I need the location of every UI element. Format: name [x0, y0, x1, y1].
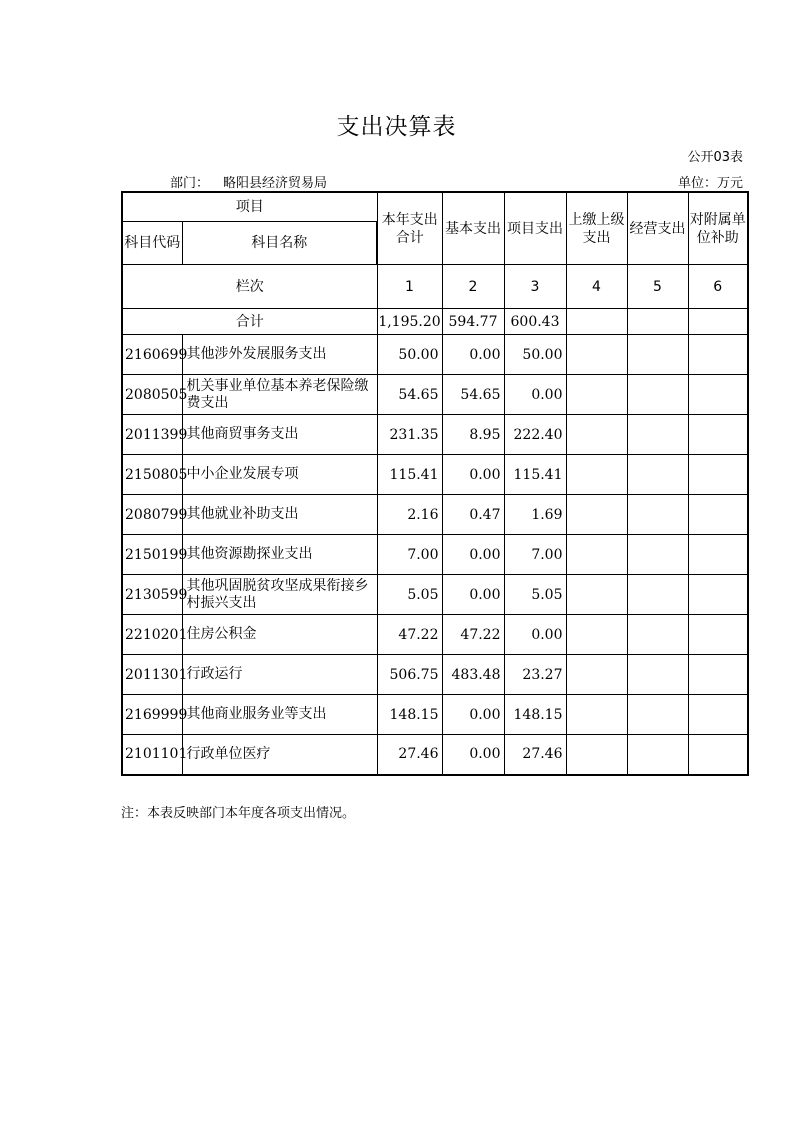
row-basic: 0.47 — [442, 495, 504, 535]
row-total: 47.22 — [377, 615, 442, 655]
row-project: 50.00 — [504, 335, 566, 375]
department-label: 部门： — [170, 176, 210, 191]
empty-cell — [627, 495, 688, 535]
empty-cell — [688, 455, 748, 495]
empty-cell — [566, 455, 627, 495]
row-project: 23.27 — [504, 655, 566, 695]
row-code: 2160699 — [122, 335, 182, 375]
empty-cell — [566, 309, 627, 335]
table-row — [122, 695, 748, 735]
total-value: 594.77 — [442, 309, 504, 335]
empty-cell — [627, 655, 688, 695]
row-code: 2011301 — [122, 655, 182, 695]
row-project: 7.00 — [504, 535, 566, 575]
header-operating-expenditure: 经营支出 — [627, 192, 688, 265]
table-row — [122, 535, 748, 575]
row-project: 0.00 — [504, 375, 566, 415]
row-code: 2150199 — [122, 535, 182, 575]
department-name: 略阳县经济贸易局 — [223, 176, 328, 191]
expenditure-table — [121, 191, 749, 776]
row-project: 115.41 — [504, 455, 566, 495]
row-total: 7.00 — [377, 535, 442, 575]
header-xiangmu: 项目 — [122, 192, 377, 222]
empty-cell — [627, 455, 688, 495]
header-total-expenditure: 本年支出合计 — [377, 192, 442, 265]
empty-cell — [627, 575, 688, 615]
row-total: 115.41 — [377, 455, 442, 495]
total-value: 1,195.20 — [377, 309, 442, 335]
empty-cell — [688, 615, 748, 655]
row-name: 行政运行 — [182, 655, 377, 695]
empty-cell — [566, 335, 627, 375]
empty-cell — [566, 655, 627, 695]
table-row — [122, 615, 748, 655]
empty-cell — [627, 695, 688, 735]
empty-cell — [566, 575, 627, 615]
row-project: 222.40 — [504, 415, 566, 455]
row-name: 其他资源勘探业支出 — [182, 535, 377, 575]
lanci-label: 栏次 — [122, 265, 377, 309]
row-basic: 0.00 — [442, 735, 504, 775]
empty-cell — [688, 335, 748, 375]
total-label: 合计 — [122, 309, 377, 335]
empty-cell — [627, 335, 688, 375]
lanci-number: 4 — [566, 265, 627, 309]
row-name: 中小企业发展专项 — [182, 455, 377, 495]
unit-label: 单位：万元 — [677, 176, 743, 191]
row-name: 行政单位医疗 — [182, 735, 377, 775]
row-name: 其他巩固脱贫攻坚成果衔接乡村振兴支出 — [182, 575, 377, 615]
row-basic: 0.00 — [442, 695, 504, 735]
table-row — [122, 735, 748, 775]
header-remit-expenditure: 上缴上级支出 — [566, 192, 627, 265]
table-row — [122, 415, 748, 455]
row-total: 27.46 — [377, 735, 442, 775]
empty-cell — [688, 309, 748, 335]
row-project: 5.05 — [504, 575, 566, 615]
empty-cell — [688, 655, 748, 695]
row-name: 其他就业补助支出 — [182, 495, 377, 535]
row-basic: 47.22 — [442, 615, 504, 655]
header-subsidiary-subsidy: 对附属单位补助 — [688, 192, 748, 265]
row-basic: 0.00 — [442, 455, 504, 495]
empty-cell — [627, 309, 688, 335]
row-code: 2210201 — [122, 615, 182, 655]
row-total: 50.00 — [377, 335, 442, 375]
lanci-number: 5 — [627, 265, 688, 309]
empty-cell — [566, 375, 627, 415]
row-name: 其他商贸事务支出 — [182, 415, 377, 455]
total-value: 600.43 — [504, 309, 566, 335]
empty-cell — [566, 735, 627, 775]
row-code: 2080799 — [122, 495, 182, 535]
row-code: 2150805 — [122, 455, 182, 495]
empty-cell — [566, 535, 627, 575]
lanci-number: 6 — [688, 265, 748, 309]
empty-cell — [688, 375, 748, 415]
table-row — [122, 575, 748, 615]
table-body — [122, 335, 748, 775]
lanci-number: 1 — [377, 265, 442, 309]
lanci-number: 3 — [504, 265, 566, 309]
row-total: 54.65 — [377, 375, 442, 415]
table-row — [122, 455, 748, 495]
row-basic: 0.00 — [442, 575, 504, 615]
row-code: 2011399 — [122, 415, 182, 455]
row-total: 148.15 — [377, 695, 442, 735]
empty-cell — [566, 695, 627, 735]
empty-cell — [566, 615, 627, 655]
row-code: 2101101 — [122, 735, 182, 775]
row-code: 2080505 — [122, 375, 182, 415]
row-project: 1.69 — [504, 495, 566, 535]
empty-cell — [627, 375, 688, 415]
row-project: 148.15 — [504, 695, 566, 735]
form-number: 公开03表 — [687, 150, 743, 165]
table-row — [122, 495, 748, 535]
row-total: 5.05 — [377, 575, 442, 615]
row-basic: 8.95 — [442, 415, 504, 455]
lanci-number: 2 — [442, 265, 504, 309]
empty-cell — [627, 415, 688, 455]
empty-cell — [688, 535, 748, 575]
row-code: 2169999 — [122, 695, 182, 735]
row-basic: 0.00 — [442, 335, 504, 375]
row-total: 231.35 — [377, 415, 442, 455]
header-project-expenditure: 项目支出 — [504, 192, 566, 265]
row-total: 506.75 — [377, 655, 442, 695]
empty-cell — [627, 615, 688, 655]
empty-cell — [566, 495, 627, 535]
header-name: 科目名称 — [182, 222, 377, 265]
row-basic: 0.00 — [442, 535, 504, 575]
footnote: 注：本表反映部门本年度各项支出情况。 — [121, 806, 356, 821]
empty-cell — [566, 415, 627, 455]
empty-cell — [688, 495, 748, 535]
empty-cell — [688, 735, 748, 775]
department — [170, 172, 327, 191]
row-basic: 483.48 — [442, 655, 504, 695]
row-project: 27.46 — [504, 735, 566, 775]
row-name: 住房公积金 — [182, 615, 377, 655]
table-row — [122, 375, 748, 415]
empty-cell — [688, 575, 748, 615]
row-code: 2130599 — [122, 575, 182, 615]
row-name: 其他涉外发展服务支出 — [182, 335, 377, 375]
empty-cell — [688, 695, 748, 735]
row-project: 0.00 — [504, 615, 566, 655]
empty-cell — [627, 535, 688, 575]
table-row — [122, 655, 748, 695]
header-code: 科目代码 — [122, 222, 182, 265]
header-basic-expenditure: 基本支出 — [442, 192, 504, 265]
empty-cell — [627, 735, 688, 775]
empty-cell — [688, 415, 748, 455]
row-basic: 54.65 — [442, 375, 504, 415]
row-total: 2.16 — [377, 495, 442, 535]
row-name: 机关事业单位基本养老保险缴费支出 — [182, 375, 377, 415]
page-title: 支出决算表 — [336, 114, 457, 140]
row-name: 其他商业服务业等支出 — [182, 695, 377, 735]
table-row — [122, 335, 748, 375]
